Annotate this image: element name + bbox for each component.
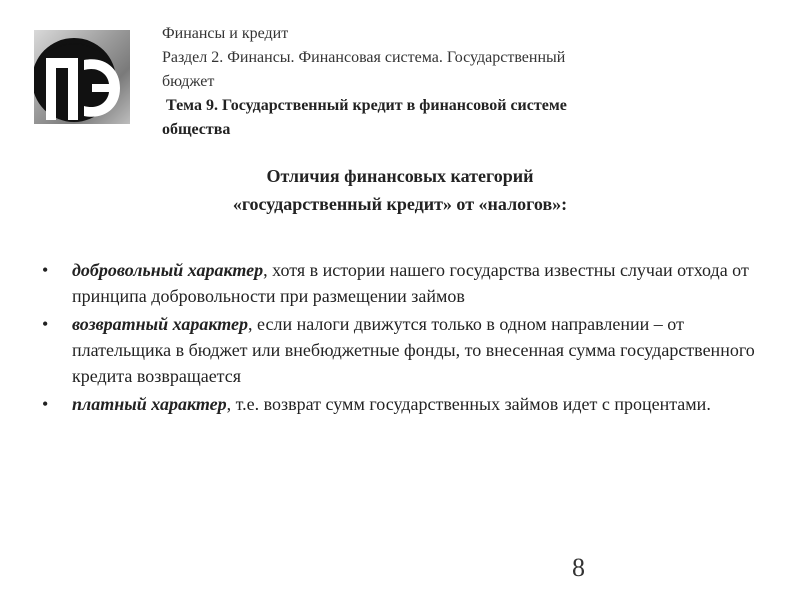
bullet-term: возвратный характер xyxy=(72,314,249,334)
topic-title-line2: общества xyxy=(162,121,231,138)
bullet-text: , хотя в истории нашего государства известны случаи отхода от принципа добровольности при размещении займов xyxy=(72,260,749,306)
heading-line1: Отличия финансовых категорий xyxy=(266,166,534,186)
topic-title-line1-text: Тема 9. Государственный кредит в финансовой системе xyxy=(166,97,567,114)
bullet-text: , т.е. возврат сумм государственных займов идет с процентами. xyxy=(226,394,711,414)
bullet-term: добровольный характер xyxy=(72,260,264,280)
bullet-text: , если налоги движутся только в одном направлении – от плательщика в бюджет или внебюджетные фонды, то внесенная сумма государственного кредита возвращается xyxy=(72,314,755,386)
slide-heading xyxy=(0,162,800,218)
list-item xyxy=(38,311,768,389)
section-title-line2: бюджет xyxy=(162,73,215,90)
pg-logo-icon xyxy=(34,30,130,124)
slide-header xyxy=(162,22,722,142)
page-number: 8 xyxy=(572,553,585,582)
bullet-marker: • xyxy=(42,260,49,280)
topic-title-line1 xyxy=(162,94,722,118)
heading-line2: «государственный кредит» от «налогов»: xyxy=(232,194,568,214)
bullet-marker: • xyxy=(42,394,49,414)
section-title-line1: Раздел 2. Финансы. Финансовая система. Государственный xyxy=(162,49,566,66)
logo-graphic xyxy=(34,30,130,124)
course-title: Финансы и кредит xyxy=(162,25,289,42)
bullet-list xyxy=(38,257,768,419)
bullet-term: платный характер xyxy=(72,394,227,414)
bullet-marker: • xyxy=(42,314,49,334)
list-item xyxy=(38,391,768,417)
list-item xyxy=(38,257,768,309)
